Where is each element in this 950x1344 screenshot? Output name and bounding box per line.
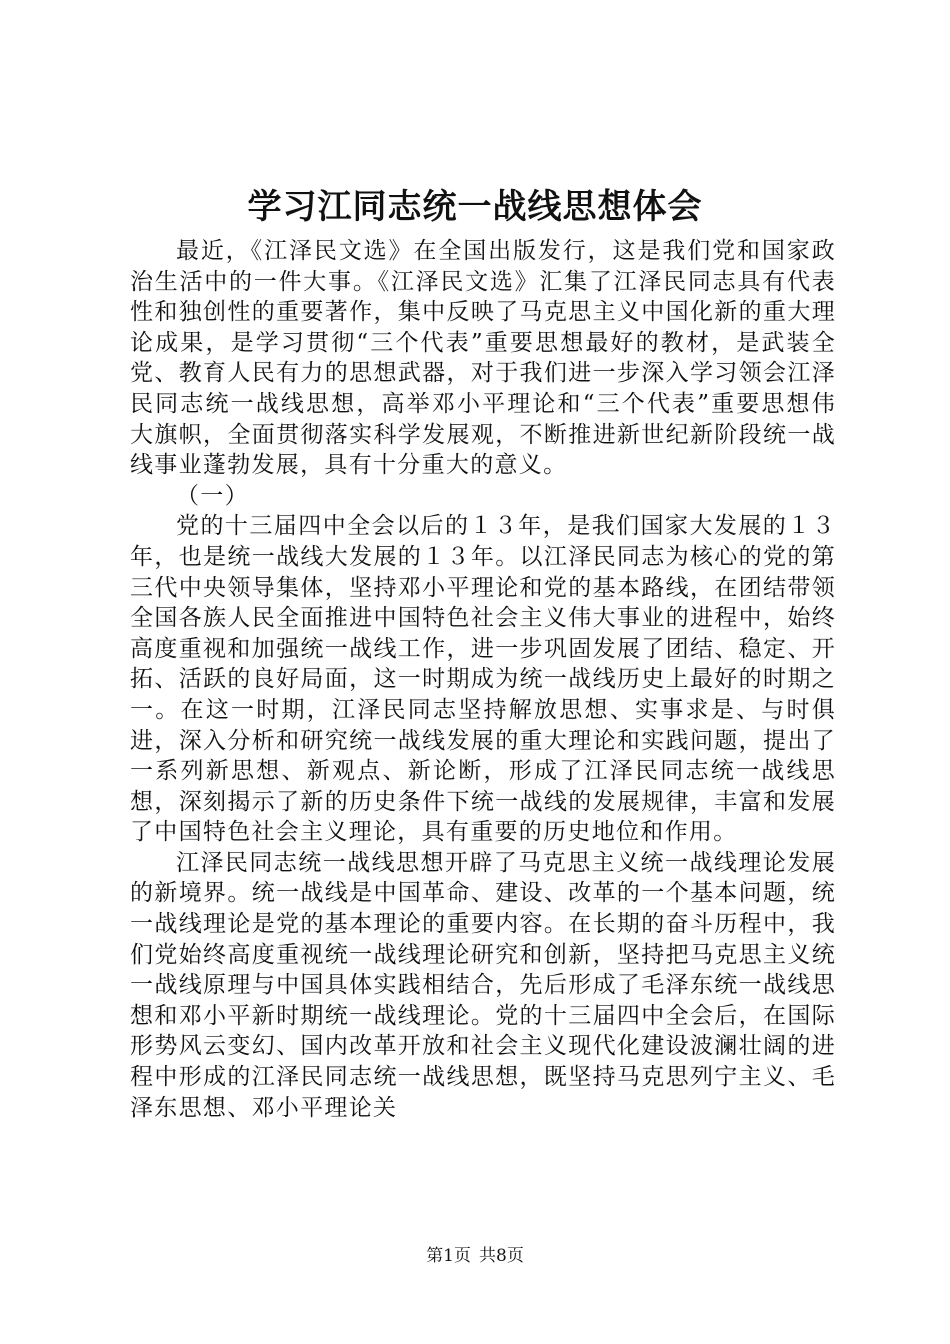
document-title: 学习江同志统一战线思想体会 (247, 187, 703, 227)
document-body (130, 236, 836, 1123)
page-footer (0, 1244, 950, 1268)
page-total: 共8页 (479, 1246, 524, 1266)
page-number: 第1页 (426, 1246, 471, 1266)
section-heading-one: （一） (176, 482, 249, 509)
paragraph-intro: 最近，《江泽民文选》在全国出版发行，这是我们党和国家政治生活中的一件大事。《江泽民文选》汇集了江泽民同志具有代表性和独创性的重要著作，集中反映了马克思主义中国化新的重大理论成果，是学习贯彻“三个代表”重要思想最好的教材，是武装全党、教育人民有力的思想武器，对于我们进一步深入学习领会江泽民同志统一战线思想，高举邓小平理论和“三个代表”重要思想伟大旗帜，全面贯彻落实科学发展观，不断推进新世纪新阶段统一战线事业蓬勃发展，具有十分重大的意义。 (130, 238, 836, 479)
paragraph-theory: 江泽民同志统一战线思想开辟了马克思主义统一战线理论发展的新境界。统一战线是中国革命、建设、改革的一个基本问题，统一战线理论是党的基本理论的重要内容。在长期的奋斗历程中，我们党始终高度重视统一战线理论研究和创新，坚持把马克思主义统一战线原理与中国具体实践相结合，先后形成了毛泽东统一战线思想和邓小平新时期统一战线理论。党的十三届四中全会后，在国际形势风云变幻、国内改革开放和社会主义现代化建设波澜壮阔的进程中形成的江泽民同志统一战线思想，既坚持马克思列宁主义、毛泽东思想、邓小平理论关 (130, 849, 836, 1121)
paragraph-history: 党的十三届四中全会以后的１３年，是我们国家大发展的１３年，也是统一战线大发展的１３年。以江泽民同志为核心的党的第三代中央领导集体，坚持邓小平理论和党的基本路线，在团结带领全国各族人民全面推进中国特色社会主义伟大事业的进程中，始终高度重视和加强统一战线工作，进一步巩固发展了团结、稳定、开拓、活跃的良好局面，这一时期成为统一战线历史上最好的时期之一。在这一时期，江泽民同志坚持解放思想、实事求是、与时俱进，深入分析和研究统一战线发展的重大理论和实践问题，提出了一系列新思想、新观点、新论断，形成了江泽民同志统一战线思想，深刻揭示了新的历史条件下统一战线的发展规律，丰富和发展了中国特色社会主义理论，具有重要的历史地位和作用。 (130, 513, 836, 846)
